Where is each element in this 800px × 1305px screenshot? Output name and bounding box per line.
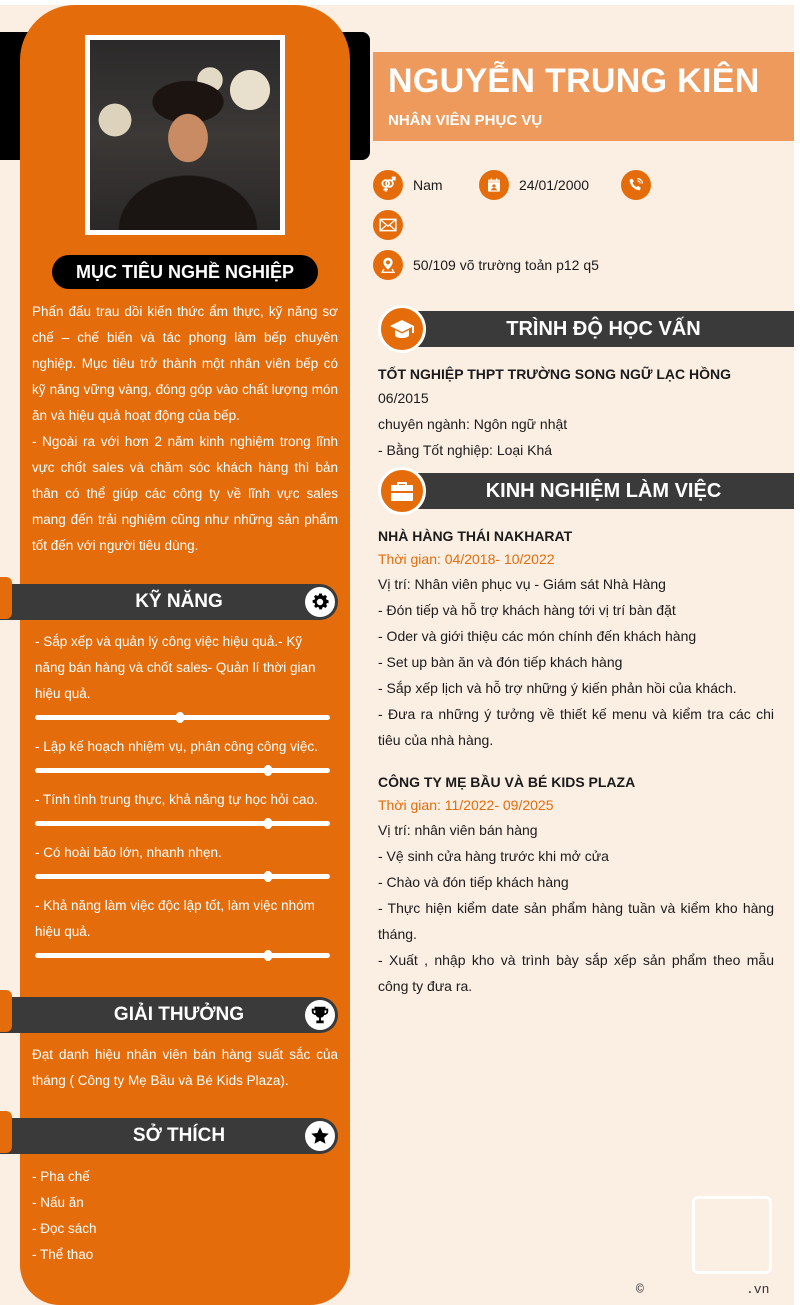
job-duty: - Vệ sinh cửa hàng trước khi mở cửa [378, 848, 609, 864]
skill-level-knob [264, 765, 272, 776]
education-entry [378, 363, 774, 463]
skill-item [35, 629, 330, 720]
skill-level-bar [35, 821, 330, 826]
job-position: Vị trí: Nhân viên phục vụ - Giám sát Nhà Hàng [378, 576, 666, 592]
skill-level-knob [264, 871, 272, 882]
hobby-item: - Pha chế [32, 1169, 90, 1184]
gender-icon [373, 170, 403, 200]
hobby-item: - Nấu ăn [32, 1195, 84, 1210]
skill-level-knob [264, 950, 272, 961]
objective-paragraph: - Ngoài ra với hơn 2 năm kinh nghiệm trong lĩnh vực chốt sales và chăm sóc khách hàng thì bản thân có thể giúp các công ty về lĩnh vực sales mang đến trải nghiệm cũng như những sản phẩm tốt đến với người tiêu dùng. [32, 434, 338, 553]
job-duty: - Xuất , nhập kho và trình bày sắp xếp sản phẩm theo mẫu công ty đưa ra. [378, 952, 774, 994]
company-name: NHÀ HÀNG THÁI NAKHARAT [378, 528, 573, 544]
skill-label: - Sắp xếp và quản lý công việc hiệu quả.- Kỹ năng bán hàng và chốt sales- Quản lí thời gian hiệu quả. [35, 634, 316, 701]
job-period: Thời gian: 11/2022- 09/2025 [378, 797, 554, 813]
graduation-date: 06/2015 [378, 390, 429, 406]
star-icon [305, 1121, 335, 1151]
full-name: NGUYỄN TRUNG KIÊN [388, 62, 760, 100]
experience-section-header [398, 473, 794, 509]
hobbies-section-header [0, 1118, 338, 1154]
skills-title: KỸ NĂNG [135, 591, 223, 612]
job-duty: - Chào và đón tiếp khách hàng [378, 874, 569, 890]
birthday-value: 24/01/2000 [519, 177, 590, 193]
skill-level-knob [264, 818, 272, 829]
job-period: Thời gian: 04/2018- 10/2022 [378, 551, 555, 567]
skill-label: - Tính tình trung thực, khả năng tự học hỏi cao. [35, 792, 318, 807]
skill-item [35, 840, 330, 879]
profile-photo [90, 40, 280, 230]
degree: - Bằng Tốt nghiệp: Loại Khá [378, 442, 553, 458]
skill-item [35, 893, 330, 958]
job-duty: - Oder và giới thiệu các món chính đến khách hàng [378, 628, 697, 644]
objective-text [32, 299, 338, 559]
school-name: TỐT NGHIỆP THPT TRƯỜNG SONG NGỮ LẠC HỒNG [378, 366, 732, 382]
cv-page [0, 5, 794, 1305]
skill-label: - Có hoài bão lớn, nhanh nhẹn. [35, 845, 222, 860]
skill-level-bar [35, 768, 330, 773]
phone-icon [621, 170, 651, 200]
footer-domain: .vn [746, 1282, 770, 1297]
job-duty: - Set up bàn ăn và đón tiếp khách hàng [378, 654, 623, 670]
location-pin-icon [373, 250, 403, 280]
hobby-item: - Đọc sách [32, 1221, 97, 1236]
gear-icon [305, 587, 335, 617]
job-duty: - Thực hiện kiểm date sản phẩm hàng tuần và kiểm kho hàng tháng. [378, 900, 774, 942]
address-value: 50/109 võ trường toản p12 q5 [413, 257, 599, 273]
calendar-icon [479, 170, 509, 200]
skill-level-knob [176, 712, 184, 723]
skill-level-bar [35, 953, 330, 958]
company-name: CÔNG TY MẸ BẦU VÀ BÉ KIDS PLAZA [378, 774, 636, 790]
hobbies-title: SỞ THÍCH [132, 1125, 226, 1146]
graduation-cap-icon [378, 305, 426, 353]
briefcase-icon [378, 467, 426, 515]
education-title: TRÌNH ĐỘ HỌC VẤN [506, 317, 701, 340]
skill-label: - Khả năng làm việc độc lập tốt, làm việc nhóm hiệu quả. [35, 898, 315, 939]
job-duty: - Đón tiếp và hỗ trợ khách hàng tới vị trí bàn đặt [378, 602, 676, 618]
experience-title: KINH NGHIỆM LÀM VIỆC [485, 479, 722, 502]
skill-label: - Lập kế hoạch nhiệm vụ, phân công công việc. [35, 739, 318, 754]
left-column [20, 5, 350, 1305]
name-header [373, 52, 794, 141]
objective-title: MỤC TIÊU NGHỀ NGHIỆP [52, 255, 318, 289]
job-duty: - Sắp xếp lịch và hỗ trợ những ý kiến phản hồi của khách. [378, 680, 737, 696]
major: chuyên ngành: Ngôn ngữ nhật [378, 416, 568, 432]
section-tab [0, 990, 12, 1032]
job-entry [378, 771, 774, 999]
skill-level-bar [35, 715, 330, 720]
job-title: NHÂN VIÊN PHỤC VỤ [388, 112, 543, 129]
job-duty: - Đưa ra những ý tưởng về thiết kế menu và kiểm tra các chi tiêu của nhà hàng. [378, 706, 774, 748]
awards-section-header [0, 997, 338, 1033]
hobbies-list [32, 1164, 97, 1268]
job-position: Vị trí: nhân viên bán hàng [378, 822, 538, 838]
skill-item [35, 787, 330, 826]
job-entry [378, 525, 774, 753]
hobby-item: - Thể thao [32, 1247, 94, 1262]
skills-section-header [0, 584, 338, 620]
qr-code-placeholder [692, 1196, 772, 1274]
awards-title: GIẢI THƯỞNG [113, 1004, 245, 1025]
skill-item [35, 734, 330, 773]
copyright-mark: © [636, 1282, 644, 1297]
trophy-icon [305, 1000, 335, 1030]
objective-paragraph: Phấn đấu trau dồi kiến thức ẩm thực, kỹ năng sơ chế – chế biến và tác phong làm bếp chuyên nghiệp. Mục tiêu trở thành một nhân viên bếp có kỹ năng vững vàng, đóng góp vào chất lượng món ăn và hiệu quả hoạt động của bếp. [32, 304, 338, 423]
skill-level-bar [35, 874, 330, 879]
envelope-icon [373, 210, 403, 240]
gender-value: Nam [413, 177, 443, 193]
section-tab [0, 1111, 12, 1153]
section-tab [0, 577, 12, 619]
education-section-header [398, 311, 794, 347]
award-text: Đạt danh hiệu nhân viên bán hàng suất sắc của tháng ( Công ty Mẹ Bầu và Bé Kids Plaza). [32, 1047, 338, 1088]
profile-photo-frame [85, 35, 285, 235]
